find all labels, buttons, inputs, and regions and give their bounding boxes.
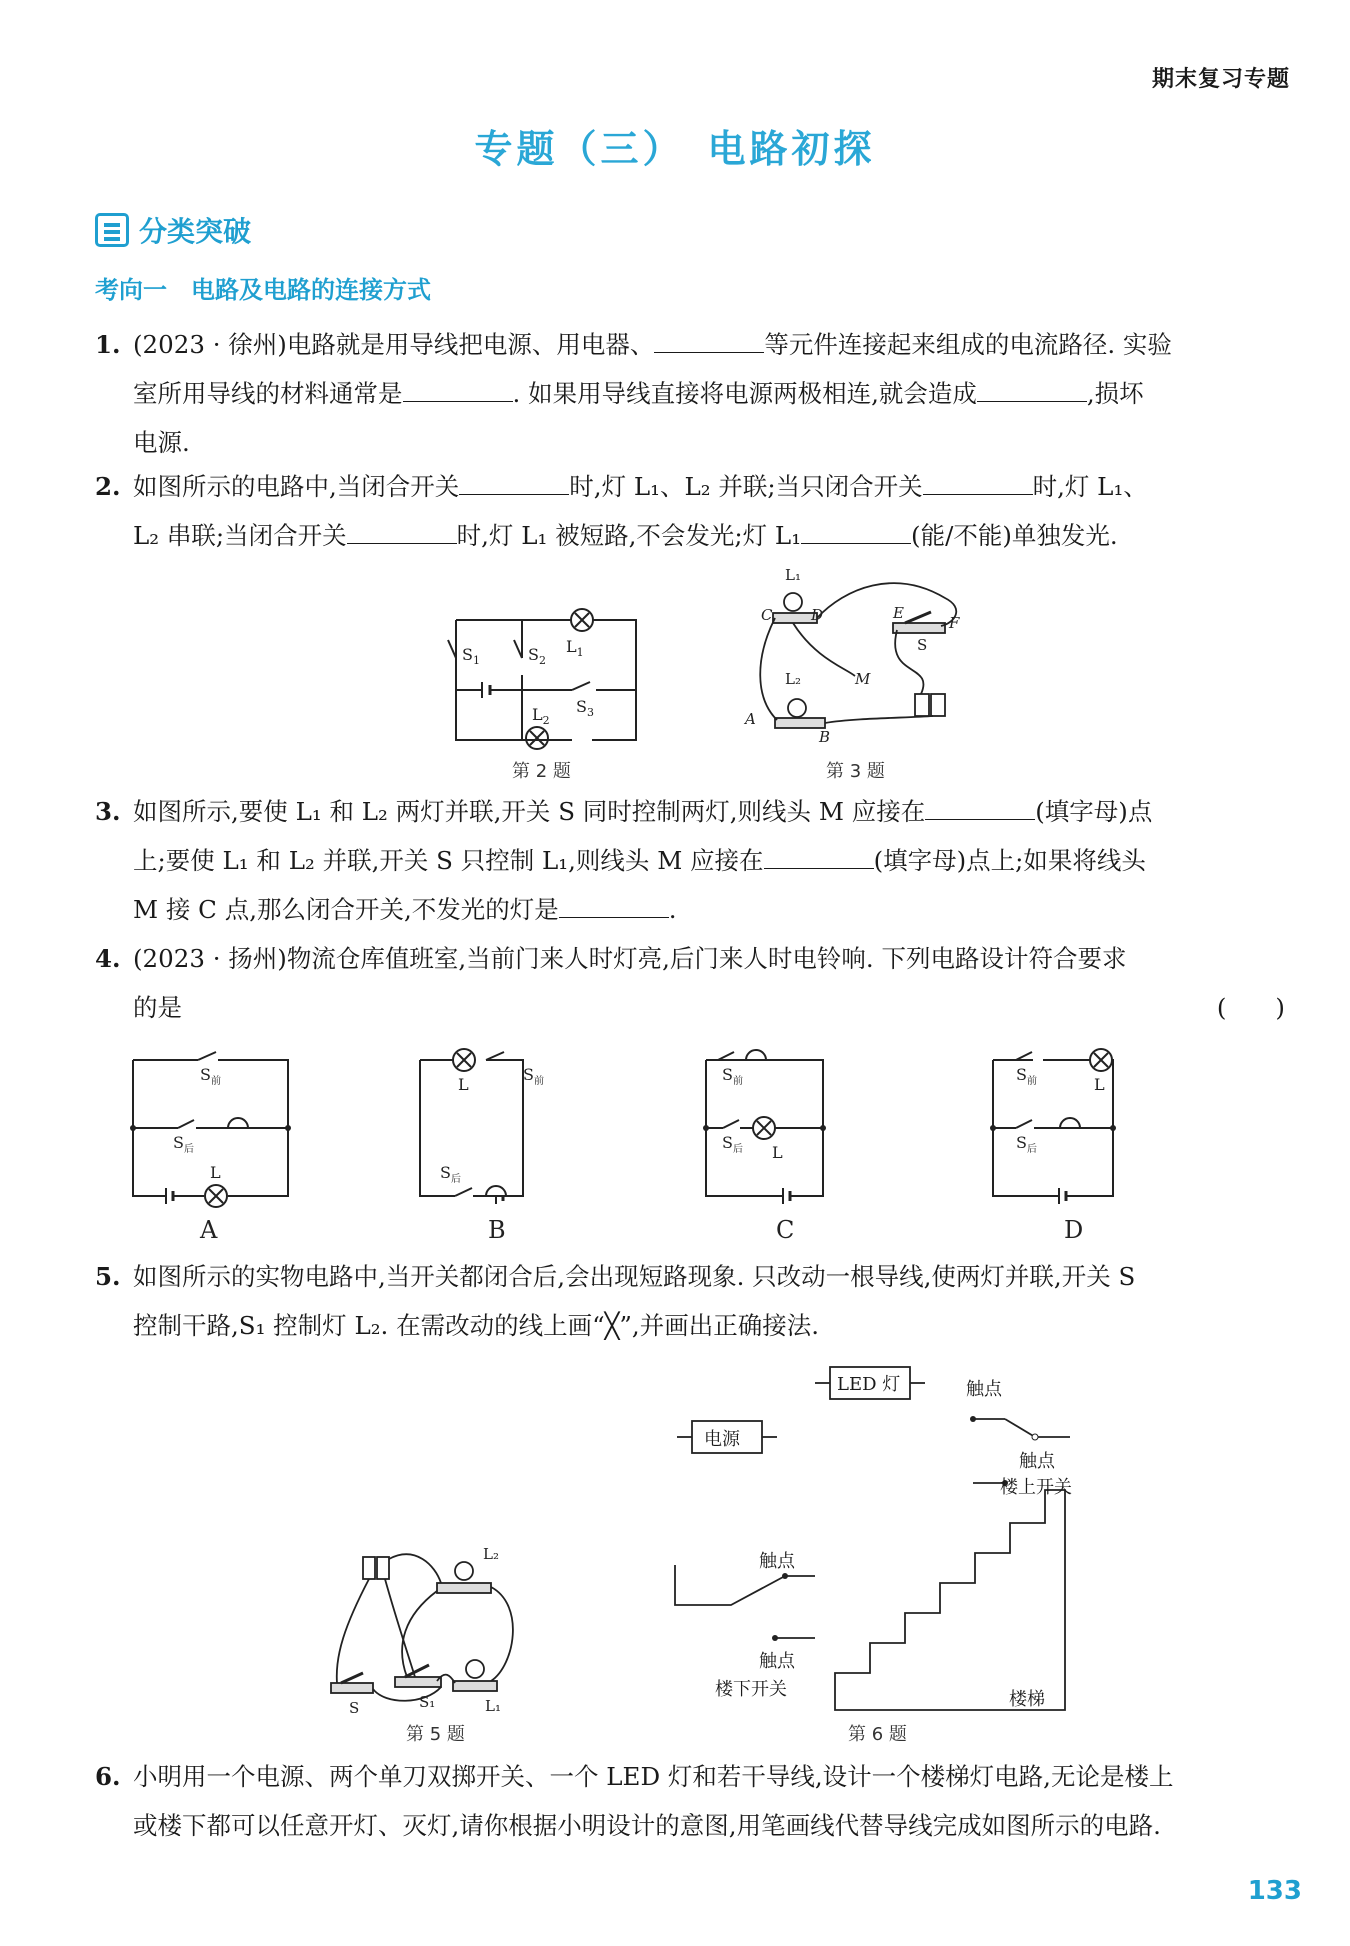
subsection-title: 考向一 电路及电路的连接方式	[95, 276, 431, 304]
question-2	[95, 462, 1285, 560]
option-d[interactable]: D	[1064, 1216, 1084, 1244]
question-text: 如图所示的电路中,当闭合开关	[133, 472, 460, 501]
label-l1: $L_1$	[566, 637, 584, 659]
label-s-back: $S_后$	[1016, 1133, 1037, 1155]
answer-blank[interactable]	[459, 468, 569, 495]
question-text: 的是	[133, 993, 182, 1022]
question-4-options	[128, 1048, 1178, 1248]
page-number: 133	[1247, 1876, 1302, 1906]
question-5	[95, 1252, 1285, 1350]
question-text: 上;要使 L₁ 和 L₂ 并联,开关 S 只控制 L₁,则线头 M 应接在	[133, 846, 764, 875]
question-text: 控制干路,S₁ 控制灯 L₂. 在需改动的线上画“╳”,并画出正确接法.	[133, 1311, 820, 1340]
label-s1: S₁	[419, 1693, 436, 1711]
label-l2: $L_2$	[532, 705, 550, 727]
label-s-back: $S_后$	[173, 1133, 194, 1155]
upstairs-switch-label: 楼上开关	[1000, 1477, 1072, 1498]
answer-blank[interactable]	[403, 375, 513, 402]
figure-3-physical-circuit	[735, 568, 985, 753]
downstairs-switch-label: 楼下开关	[715, 1679, 787, 1700]
answer-blank[interactable]	[654, 326, 764, 353]
question-3	[95, 787, 1285, 934]
question-text: (填字母)点	[1035, 797, 1153, 826]
question-text: 或楼下都可以任意开灯、灭灯,请你根据小明设计的意图,用笔画线代替导线完成如图所示的电路.	[133, 1811, 1161, 1840]
label-c: C	[761, 606, 773, 624]
question-text: (2023 · 徐州)电路就是用导线把电源、用电器、	[133, 330, 655, 359]
question-number: 2.	[95, 472, 121, 501]
question-6	[95, 1752, 1285, 1850]
option-c[interactable]: C	[776, 1216, 795, 1244]
label-s-front: $S_前$	[722, 1065, 743, 1087]
figure-5-caption: 第 5 题	[406, 1724, 465, 1745]
question-text: 室所用导线的材料通常是	[133, 379, 403, 408]
question-text: 如图所示,要使 L₁ 和 L₂ 两灯并联,开关 S 同时控制两灯,则线头 M 应接在	[133, 797, 926, 826]
contact-label: 触点	[759, 1651, 795, 1672]
label-l: L	[458, 1075, 469, 1094]
label-l: L	[210, 1163, 221, 1182]
answer-blank[interactable]	[801, 517, 911, 544]
answer-blank[interactable]	[347, 517, 457, 544]
figure-6-caption: 第 6 题	[848, 1724, 907, 1745]
contact-label: 触点	[759, 1551, 795, 1572]
question-number: 4.	[95, 944, 121, 973]
question-text: ,损坏	[1086, 379, 1144, 408]
label-l2: L₂	[785, 670, 801, 688]
label-s-front: $S_前$	[1016, 1065, 1037, 1087]
answer-blank[interactable]	[923, 468, 1033, 495]
label-s2: $S_2$	[528, 645, 546, 667]
question-text: 时,灯 L₁、	[1032, 472, 1148, 501]
header-tag: 期末复习专题	[1151, 67, 1290, 92]
question-text: 时,灯 L₁ 被短路,不会发光;灯 L₁	[456, 521, 802, 550]
label-s-front: $S_前$	[523, 1065, 544, 1087]
figure-6-staircase-circuit	[655, 1355, 1095, 1745]
question-text: 电源.	[133, 428, 190, 457]
label-s-back: $S_后$	[440, 1163, 461, 1185]
label-s-back: $S_后$	[722, 1133, 743, 1155]
figure-2-caption: 第 2 题	[512, 761, 571, 782]
question-text: 等元件连接起来组成的电流路径. 实验	[764, 330, 1172, 359]
stairs-label: 楼梯	[1009, 1689, 1045, 1710]
answer-blank[interactable]	[977, 375, 1087, 402]
led-label: LED 灯	[837, 1374, 901, 1395]
page-title: 专题（三） 电路初探	[474, 127, 876, 171]
question-text: .	[668, 895, 677, 924]
question-number: 3.	[95, 797, 121, 826]
figure-5-physical-circuit	[325, 1545, 540, 1720]
contact-label: 触点	[966, 1379, 1002, 1400]
label-l2: L₂	[483, 1545, 499, 1563]
label-s-front: $S_前$	[200, 1065, 221, 1087]
label-d: D	[811, 606, 824, 624]
answer-blank[interactable]	[764, 842, 874, 869]
label-m: M	[855, 670, 871, 688]
label-l: L	[1094, 1075, 1105, 1094]
label-s1: $S_1$	[462, 645, 480, 667]
figure-6-drawing	[655, 1355, 1095, 1725]
answer-blank[interactable]	[559, 891, 669, 918]
question-number: 5.	[95, 1262, 121, 1291]
question-text: . 如果用导线直接将电源两极相连,就会造成	[512, 379, 977, 408]
label-l1: L₁	[785, 568, 801, 584]
option-b[interactable]: B	[488, 1216, 506, 1244]
question-text: M 接 C 点,那么闭合开关,不发光的灯是	[133, 895, 559, 924]
label-l1: L₁	[485, 1697, 501, 1715]
section-heading	[95, 210, 251, 250]
label-a: A	[745, 710, 756, 728]
contact-label: 触点	[1019, 1451, 1055, 1472]
figure-3-caption: 第 3 题	[826, 761, 885, 782]
answer-bracket[interactable]: ( )	[1216, 993, 1285, 1022]
label-e: E	[893, 604, 904, 622]
label-l: L	[772, 1143, 783, 1162]
label-b: B	[819, 728, 831, 746]
option-a[interactable]: A	[200, 1216, 218, 1244]
question-text: 小明用一个电源、两个单刀双掷开关、一个 LED 灯和若干导线,设计一个楼梯灯电路,无论是楼上	[133, 1762, 1174, 1791]
label-f: F	[949, 614, 960, 632]
question-number: 1.	[95, 330, 121, 359]
label-s: S	[917, 636, 928, 654]
label-s: S	[349, 1699, 360, 1717]
question-1	[95, 320, 1285, 467]
answer-blank[interactable]	[925, 793, 1035, 820]
question-text: 如图所示的实物电路中,当开关都闭合后,会出现短路现象. 只改动一根导线,使两灯并联,开关 S	[133, 1262, 1136, 1291]
question-text: 时,灯 L₁、L₂ 并联;当只闭合开关	[569, 472, 923, 501]
section-title: 分类突破	[139, 215, 252, 248]
question-4	[95, 934, 1285, 1032]
question-text: (填字母)点上;如果将线头	[873, 846, 1146, 875]
label-s3: $S_3$	[576, 697, 594, 719]
question-text: (2023 · 扬州)物流仓库值班室,当前门来人时灯亮,后门来人时电铃响. 下列电路设计符合要求	[133, 944, 1127, 973]
question-text: L₂ 串联;当闭合开关	[133, 521, 347, 550]
stack-icon	[95, 213, 129, 247]
question-number: 6.	[95, 1762, 121, 1791]
question-text: (能/不能)单独发光.	[911, 521, 1118, 550]
power-label: 电源	[704, 1429, 740, 1450]
